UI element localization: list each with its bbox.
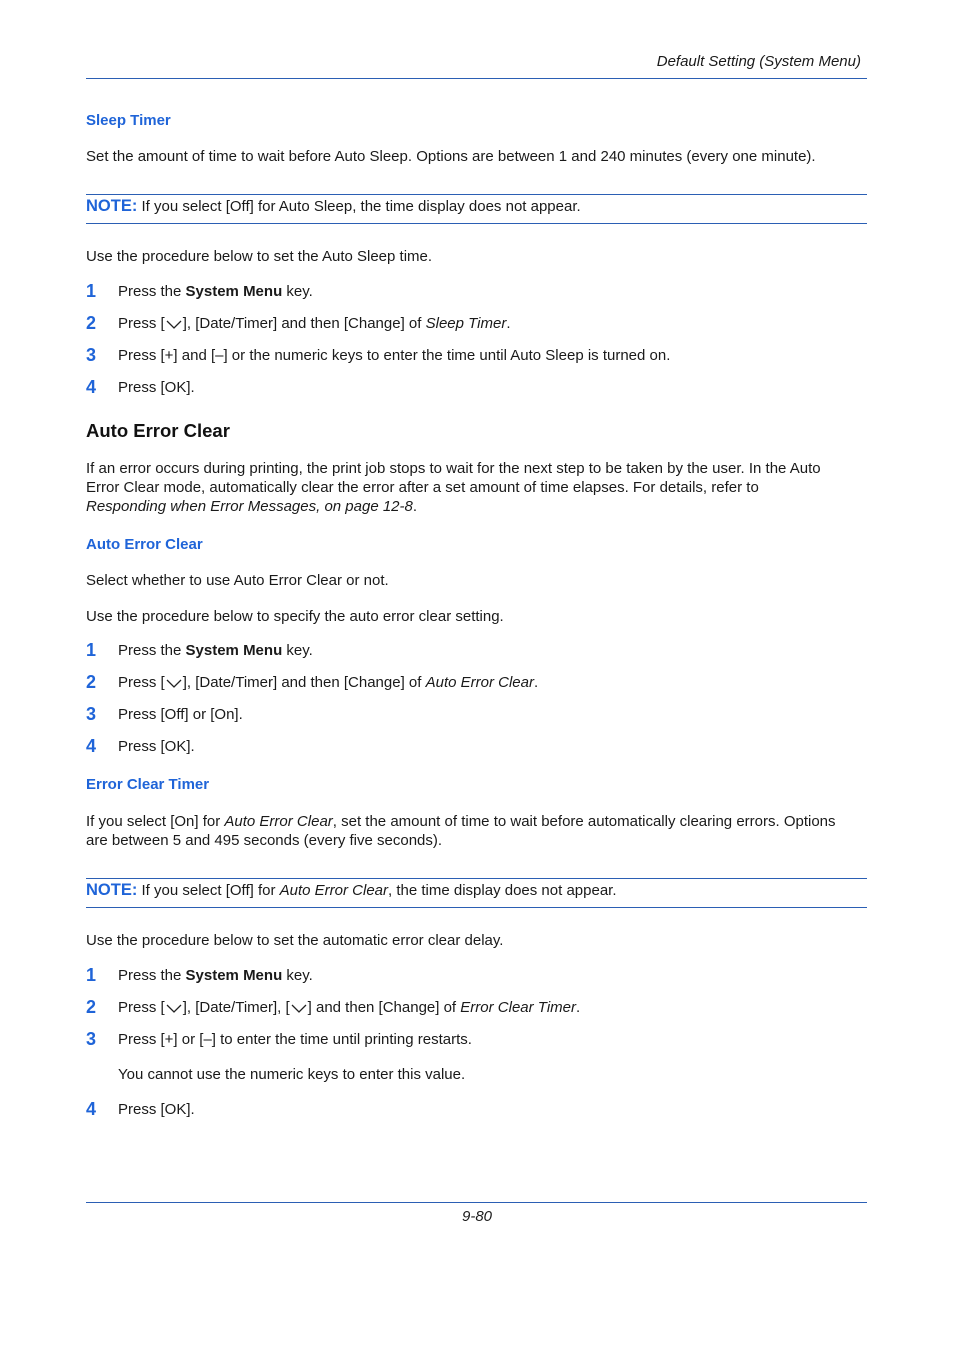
chevron-down-icon bbox=[290, 1001, 308, 1015]
chevron-down-icon bbox=[165, 317, 183, 331]
step-number: 1 bbox=[86, 965, 97, 985]
step-number: 2 bbox=[86, 313, 97, 333]
step-text: Press [Off] or [On]. bbox=[118, 706, 243, 723]
step-text: Press [ ], [Date/Timer] and then [Change] of Auto Error Clear. bbox=[118, 674, 539, 691]
auto-error-select-text: Select whether to use Auto Error Clear or not. bbox=[86, 572, 389, 589]
page-number: 9-80 bbox=[461, 1208, 493, 1225]
note-top-rule bbox=[86, 194, 867, 195]
step-number: 3 bbox=[86, 1029, 97, 1049]
header-rule bbox=[86, 78, 867, 79]
step-number: 2 bbox=[86, 672, 97, 692]
step-text: Press the System Menu key. bbox=[118, 967, 313, 984]
step-number: 3 bbox=[86, 704, 97, 724]
step-subnote: You cannot use the numeric keys to enter this value. bbox=[118, 1066, 466, 1083]
chevron-down-icon bbox=[165, 676, 183, 690]
step-text: Press [OK]. bbox=[118, 379, 195, 396]
step-text: Press the System Menu key. bbox=[118, 642, 313, 659]
step-number: 4 bbox=[86, 736, 97, 756]
footer-rule bbox=[86, 1202, 867, 1203]
sleep-timer-description: Set the amount of time to wait before Auto Sleep. Options are between 1 and 240 minutes (every one minute). bbox=[86, 148, 816, 165]
note-bottom-rule bbox=[86, 223, 867, 224]
auto-error-procedure-intro: Use the procedure below to specify the auto error clear setting. bbox=[86, 608, 504, 625]
sleep-procedure-intro: Use the procedure below to set the Auto Sleep time. bbox=[86, 248, 433, 265]
step-text: Press [ ], [Date/Timer] and then [Change] of Sleep Timer. bbox=[118, 315, 511, 332]
auto-error-clear-section-heading: Auto Error Clear bbox=[86, 420, 230, 441]
note-top-rule bbox=[86, 878, 867, 879]
sleep-timer-note bbox=[86, 197, 871, 216]
step-number: 1 bbox=[86, 640, 97, 660]
error-clear-timer-heading: Error Clear Timer bbox=[86, 776, 210, 793]
error-timer-procedure-intro: Use the procedure below to set the automatic error clear delay. bbox=[86, 932, 504, 949]
step-number: 3 bbox=[86, 345, 97, 365]
step-number: 1 bbox=[86, 281, 97, 301]
auto-error-description: If an error occurs during printing, the print job stops to wait for the next step to be taken by the user. In the Auto Error Clear mode, automatically clear the error after a set amount of time elapses. For details, refer to Responding when Error Messages, on page 12-8. bbox=[86, 460, 821, 515]
error-timer-note: NOTE: If you select [Off] for Auto Error Clear, the time display does not appear. bbox=[86, 881, 617, 899]
step-text: Press [OK]. bbox=[118, 1101, 195, 1118]
note-label: NOTE: bbox=[86, 197, 138, 215]
sleep-timer-heading: Sleep Timer bbox=[86, 112, 171, 129]
note-label: NOTE: bbox=[86, 881, 138, 899]
step-text: Press the System Menu key. bbox=[118, 283, 313, 300]
note-text: If you select [Off] for Auto Sleep, the time display does not appear. bbox=[141, 198, 581, 215]
error-timer-description: If you select [On] for Auto Error Clear, set the amount of time to wait before automatically clearing errors. Options are between 5 and 495 seconds (every five seconds). bbox=[86, 813, 836, 849]
auto-error-clear-heading: Auto Error Clear bbox=[86, 536, 203, 553]
step-text: Press [OK]. bbox=[118, 738, 195, 755]
step-number: 4 bbox=[86, 1099, 97, 1119]
step-text: Press [+] and [–] or the numeric keys to enter the time until Auto Sleep is turned on. bbox=[118, 347, 671, 364]
step-text: Press [+] or [–] to enter the time until printing restarts. bbox=[118, 1031, 472, 1048]
running-header: Default Setting (System Menu) bbox=[656, 53, 861, 70]
cross-reference-link[interactable]: Responding when Error Messages, on page 12-8 bbox=[86, 498, 413, 515]
chevron-down-icon bbox=[165, 1001, 183, 1015]
step-number: 2 bbox=[86, 997, 97, 1017]
step-number: 4 bbox=[86, 377, 97, 397]
step-text: Press [ ], [Date/Timer], [ ] and then [Change] of Error Clear Timer. bbox=[118, 999, 581, 1016]
note-bottom-rule bbox=[86, 907, 867, 908]
